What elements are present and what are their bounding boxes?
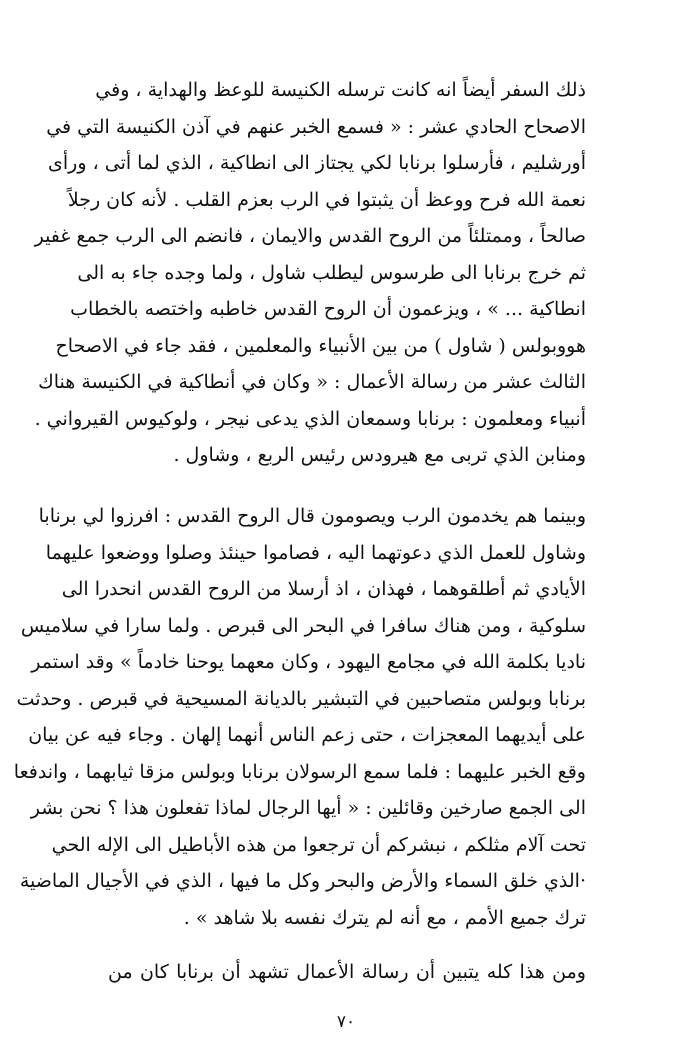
text-line: تحت آلام مثلكم ، نبشركم أن ترجعوا من هذه الأباطيل الى الإله الحي	[51, 833, 586, 856]
text-line: على أيديهما المعجزات ، حتى زعم الناس أنهما إلهان . وجاء فيه عن بيان	[28, 724, 586, 746]
text-line: انطاكية ... » ، ويزعمون أن الروح القدس خاطبه واختصه بالخطاب	[70, 298, 586, 320]
text-line: ذلك السفر أيضاً انه كانت ترسله الكنيسة للوعظ والهداية ، وفي	[95, 79, 586, 101]
text-line: نعمة الله فرح ووعظ أن يثبتوا في الرب بعزم القلب . لأنه كان رجلاً	[67, 188, 586, 211]
text-line: ·الذي خلق السماء والأرض والبحر وكل ما فيها ، الذي في الأجيال الماضية	[19, 870, 586, 892]
text-line: ومنابن الذي تربى مع هيرودس رئيس الربع ، وشاول .	[173, 444, 586, 466]
text-line: الأيادي ثم أطلقوهما ، فهذان ، اذ أرسلا من الروح القدس انحدرا الى	[61, 578, 586, 600]
text-line: هووبولس ( شاول ) من بين الأنبياء والمعلمين ، فقد جاء في الاصحاح	[55, 334, 586, 357]
text-line: سلوكية ، ومن هناك سافرا في البحر الى قبرص . ولما سارا في سلاميس	[20, 614, 586, 637]
text-line: ثم خرج برنابا الى طرسوس ليطلب شاول ، ولما وجده جاء به الى	[77, 261, 586, 284]
text-line: الى الجمع صارخين وقائلين : « أيها الرجال لماذا تفعلون هذا ؟ نحن بشر	[30, 797, 586, 819]
text-line: وشاول للعمل الذي دعوتهما اليه ، فصاموا حينئذ وصلوا ووضعوا عليهما	[45, 541, 586, 564]
text-line: ناديا بكلمة الله في مجامع اليهود ، وكان معهما يوحنا خادماً » وقد استمر	[31, 651, 586, 673]
text-line: ومن هذا كله يتبين أن رسالة الأعمال تشهد أن برنابا كان من	[108, 961, 586, 983]
text-line: الاصحاح الحادي عشر : « فسمع الخبر عنهم في آذن الكنيسة التي في	[46, 115, 586, 138]
text-line: صالحاً ، وممتلئاً من الروح القدس والايمان ، فانضم الى الرب جمع غفير	[34, 225, 586, 247]
page-number: ٧٠	[336, 1012, 356, 1032]
text-line: أنبياء ومعلمون : برنابا وسمعان الذي يدعى نيجر ، ولوكيوس القيرواني .	[34, 407, 586, 430]
paragraph-3	[108, 954, 586, 991]
text-line: ترك جميع الأمم ، مع أنه لم يترك نفسه بلا شاهد » .	[183, 906, 586, 929]
text-line: أورشليم ، فأرسلوا برنابا لكي يجتاز الى انطاكية ، الذي لما أتى ، ورأى	[48, 152, 586, 174]
paragraph-1	[34, 72, 586, 474]
text-line: برنابا وبولس متصاحبين في التبشير بالديانة المسيحية في قبرص . وحدثت	[16, 687, 586, 710]
paragraph-2	[13, 498, 586, 936]
text-line: الثالث عشر من رسالة الأعمال : « وكان في أنطاكية في الكنيسة هناك	[38, 371, 586, 393]
text-line: وقع الخبر عليهما : فلما سمع الرسولان برنابا وبولس مزقا ثيابهما ، واندفعا	[13, 760, 586, 783]
text-line: وبينما هم يخدمون الرب ويصومون قال الروح القدس : افرزوا لي برنابا	[38, 505, 586, 527]
